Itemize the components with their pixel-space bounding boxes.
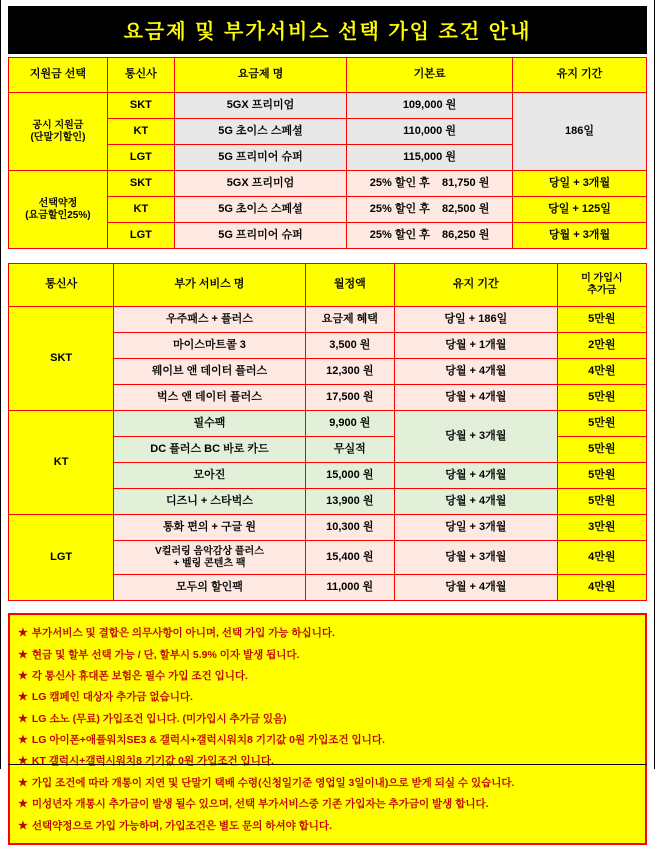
list-item [18, 814, 639, 835]
star-icon: ★ [18, 755, 28, 768]
plan-table-header-row [9, 58, 647, 93]
addon-table-header-row [9, 264, 647, 307]
table-row [9, 411, 647, 437]
addon-fee: 요금제 혜택 [305, 307, 394, 333]
addon-name-line1: V컬러링 음악감상 플러스 [155, 546, 264, 557]
list-item [18, 708, 639, 729]
table-gap [8, 249, 647, 263]
plan-name: 5G 프리미어 슈퍼 [174, 223, 346, 249]
addon-name: 통화 편의 + 구글 원 [114, 515, 305, 541]
addon-table [8, 263, 647, 601]
plan-discount-label: 25% 할인 후 [369, 202, 430, 215]
addon-period: 당일 + 3개월 [394, 515, 557, 541]
addon-extra: 3만원 [557, 515, 646, 541]
plan-group-label-discount [9, 171, 108, 249]
addon-header-period: 유지 기간 [394, 264, 557, 307]
addon-fee: 15,000 원 [305, 463, 394, 489]
left-edge-rule [0, 0, 1, 769]
table-row [9, 515, 647, 541]
addon-extra: 5만원 [557, 411, 646, 437]
addon-header-extra-line1: 미 가입시 [581, 272, 623, 284]
addon-period: 당월 + 4개월 [394, 489, 557, 515]
plan-fee: 86,250 원 [442, 228, 490, 241]
note-text: LG 캠페인 대상자 추가금 없습니다. [31, 691, 193, 704]
list-item [18, 643, 639, 664]
note-text: 미성년자 개통시 추가금이 발생 될수 있으며, 선택 부가서비스중 기존 가입자는 추가금이 발생 합니다. [31, 798, 489, 811]
star-icon: ★ [18, 627, 28, 640]
addon-name-line2: + 벨링 콘텐츠 팩 [173, 557, 246, 569]
table-row [9, 171, 647, 197]
plan-carrier: SKT [107, 93, 174, 119]
plan-group-label-support-line1: 공시 지원금 [32, 120, 84, 131]
plan-carrier: KT [107, 197, 174, 223]
addon-period: 당월 + 3개월 [394, 541, 557, 575]
addon-fee: 13,900 원 [305, 489, 394, 515]
addon-period: 당월 + 4개월 [394, 359, 557, 385]
plan-fee: 81,750 원 [442, 176, 490, 189]
plan-carrier: SKT [107, 171, 174, 197]
addon-name: 벅스 앤 데이터 플러스 [114, 385, 305, 411]
star-icon: ★ [18, 819, 28, 832]
plan-group-label-support-line2: (단말기할인) [30, 131, 86, 143]
addon-extra: 5만원 [557, 463, 646, 489]
note-text: 부가서비스 및 결합은 의무사항이 아니며, 선택 가입 가능 하십니다. [31, 627, 335, 640]
plan-discount-label: 25% 할인 후 [369, 228, 430, 241]
plan-fee: 109,000 원 [347, 93, 513, 119]
plan-header-carrier: 통신사 [107, 58, 174, 93]
bottom-rule [8, 764, 647, 765]
list-item [18, 622, 639, 643]
addon-fee: 15,400 원 [305, 541, 394, 575]
note-text: 가입 조건에 따라 개통이 지연 및 단말기 택배 수령(신청일기준 영업일 3일이내)으로 받게 되실 수 있습니다. [31, 776, 515, 789]
plan-header-period: 유지 기간 [512, 58, 646, 93]
addon-header-name: 부가 서비스 명 [114, 264, 305, 307]
plan-name: 5GX 프리미엄 [174, 93, 346, 119]
list-item [18, 665, 639, 686]
plan-period: 당일 + 3개월 [512, 171, 646, 197]
plan-name: 5G 초이스 스페셜 [174, 197, 346, 223]
list-item [18, 750, 639, 771]
list-item [18, 772, 639, 793]
addon-period: 당월 + 1개월 [394, 333, 557, 359]
list-item [18, 729, 639, 750]
page-title: 요금제 및 부가서비스 선택 가입 조건 안내 [8, 6, 647, 54]
addon-period: 당일 + 186일 [394, 307, 557, 333]
plan-fee-cell [347, 197, 513, 223]
addon-name: 디즈니 + 스타벅스 [114, 489, 305, 515]
plan-period: 186일 [512, 93, 646, 171]
addon-header-extra-line2: 추가금 [587, 285, 617, 296]
plan-group-label-discount-line2: (요금할인25%) [25, 209, 91, 221]
plan-carrier: KT [107, 119, 174, 145]
note-text: 선택약정으로 가입 가능하며, 가입조건은 별도 문의 하셔야 합니다. [31, 819, 332, 832]
plan-period: 당월 + 3개월 [512, 223, 646, 249]
addon-carrier-kt: KT [9, 411, 114, 515]
addon-extra: 4만원 [557, 575, 646, 601]
addon-extra: 4만원 [557, 541, 646, 575]
addon-header-carrier: 통신사 [9, 264, 114, 307]
addon-header-extra [557, 264, 646, 307]
addon-extra: 5만원 [557, 437, 646, 463]
addon-carrier-lgt: LGT [9, 515, 114, 601]
plan-carrier: LGT [107, 145, 174, 171]
plan-fee: 82,500 원 [442, 202, 490, 215]
plan-header-fee: 기본료 [347, 58, 513, 93]
notes-panel [8, 613, 647, 845]
addon-period: 당월 + 3개월 [394, 411, 557, 463]
addon-extra: 2만원 [557, 333, 646, 359]
addon-extra: 5만원 [557, 385, 646, 411]
plan-carrier: LGT [107, 223, 174, 249]
star-icon: ★ [18, 776, 28, 789]
addon-extra: 5만원 [557, 307, 646, 333]
star-icon: ★ [18, 691, 28, 704]
plan-name: 5G 초이스 스페셜 [174, 119, 346, 145]
star-icon: ★ [18, 712, 28, 725]
addon-name: 모두의 할인팩 [114, 575, 305, 601]
addon-name: 모아진 [114, 463, 305, 489]
list-item [18, 793, 639, 814]
addon-fee: 12,300 원 [305, 359, 394, 385]
addon-name: 웨이브 앤 데이터 플러스 [114, 359, 305, 385]
plan-group-label-discount-line1: 선택약정 [38, 198, 78, 209]
star-icon: ★ [18, 734, 28, 747]
table-row [9, 93, 647, 119]
addon-extra: 5만원 [557, 489, 646, 515]
plan-discount-label: 25% 할인 후 [369, 176, 430, 189]
addon-fee: 10,300 원 [305, 515, 394, 541]
plan-fee: 110,000 원 [347, 119, 513, 145]
star-icon: ★ [18, 798, 28, 811]
plan-fee: 115,000 원 [347, 145, 513, 171]
plan-name: 5GX 프리미엄 [174, 171, 346, 197]
plan-table [8, 57, 647, 249]
plan-group-label-support [9, 93, 108, 171]
addon-fee: 9,900 원 [305, 411, 394, 437]
plan-header-support: 지원금 선택 [9, 58, 108, 93]
addon-period: 당월 + 4개월 [394, 463, 557, 489]
table-row [9, 307, 647, 333]
addon-header-fee: 월정액 [305, 264, 394, 307]
document-page [8, 6, 647, 845]
addon-fee: 11,000 원 [305, 575, 394, 601]
star-icon: ★ [18, 648, 28, 661]
plan-fee-cell [347, 223, 513, 249]
plan-header-plan: 요금제 명 [174, 58, 346, 93]
note-text: KT 갤럭시+갤럭시워치8 기기값 0원 가입조건 입니다. [31, 755, 274, 768]
addon-fee: 무실적 [305, 437, 394, 463]
addon-extra: 4만원 [557, 359, 646, 385]
addon-name: DC 플러스 BC 바로 카드 [114, 437, 305, 463]
note-text: LG 소노 (무료) 가입조건 입니다. (미가입시 추가금 있음) [31, 712, 287, 725]
star-icon: ★ [18, 669, 28, 682]
plan-period: 당일 + 125일 [512, 197, 646, 223]
addon-fee: 17,500 원 [305, 385, 394, 411]
note-text: 각 통신사 휴대폰 보험은 필수 가입 조건 입니다. [31, 669, 248, 682]
addon-name [114, 541, 305, 575]
addon-period: 당월 + 4개월 [394, 385, 557, 411]
list-item [18, 686, 639, 707]
note-text: 현금 및 할부 선택 가능 / 단, 할부시 5.9% 이자 발생 됩니다. [31, 648, 300, 661]
plan-fee-cell [347, 171, 513, 197]
addon-period: 당월 + 4개월 [394, 575, 557, 601]
note-text: LG 아이폰+애플워치SE3 & 갤럭시+갤럭시워치8 기기값 0원 가입조건 입니다. [31, 734, 385, 747]
addon-name: 필수팩 [114, 411, 305, 437]
addon-carrier-skt: SKT [9, 307, 114, 411]
addon-fee: 3,500 원 [305, 333, 394, 359]
addon-name: 우주패스 + 플러스 [114, 307, 305, 333]
plan-name: 5G 프리미어 슈퍼 [174, 145, 346, 171]
addon-name: 마이스마트콜 3 [114, 333, 305, 359]
